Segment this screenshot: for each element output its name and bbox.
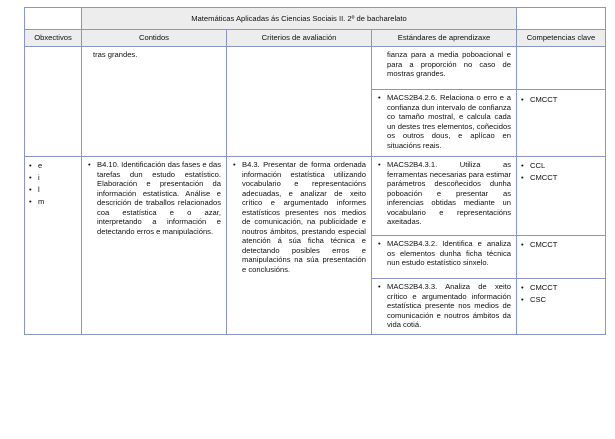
competencia-item: • CMCCT: [521, 173, 558, 182]
list-item: [82, 157, 226, 240]
contidos-cell: [82, 157, 227, 335]
bullet: •: [88, 160, 91, 169]
obxectivo-item: • i: [29, 173, 40, 182]
table-row-b4-3-1: [25, 157, 606, 236]
corner-blank-cell: [25, 8, 82, 30]
obxectivos-cell-empty: [25, 47, 82, 157]
competencia-item: • CMCCT: [521, 283, 558, 292]
estandar-text-3-3: MACS2B4.3.3. Analiza de xeito crítico e argumentado información estatística presente nos medios de comunicación e noutros ámbitos da vida cotiá.: [387, 282, 511, 329]
competencias-cell-continuation: [517, 47, 606, 90]
list-item: [227, 157, 371, 278]
obxectivo-item: • m: [29, 197, 45, 206]
bullet: •: [378, 282, 381, 291]
bullet: •: [378, 160, 381, 169]
column-header-contidos: Contidos: [82, 30, 227, 47]
curriculum-table: [24, 7, 606, 335]
table-title: Matemáticas Aplicadas ás Ciencias Sociais II. 2º de bacharelato: [82, 8, 517, 30]
estandar-text-2-6: MACS2B4.2.6. Relaciona o erro e a confianza dun intervalo de confianza co tamaño mostral, e calcula cada un destes tres elementos, coñecidos os outros dous, e aplícao en situacións reais.: [387, 93, 511, 150]
list-item: [372, 157, 516, 231]
competencias-cell-3-2: [517, 236, 606, 279]
bullet: •: [378, 239, 381, 248]
obxectivo-item: • l: [29, 185, 40, 194]
title-row: [25, 8, 606, 30]
criterios-cell-empty: [227, 47, 372, 157]
obxectivos-cell: [25, 157, 82, 335]
contidos-text: B4.10. Identificación das fases e das tarefas dun estudo estatístico. Elaboración e presentación da información estatística. Análise e descrición de traballos relacionados coa estatística e o azar, interpretando a información e detectando erros e manipulacións.: [97, 160, 221, 236]
estandar-cell-2-6: [372, 90, 517, 157]
list-item: [372, 236, 516, 272]
column-header-competencias: Competencias clave: [517, 30, 606, 47]
estandar-text-3-2: MACS2B4.3.2. Identifica e analiza os elementos dunha ficha técnica nun estudo estatístico sinxelo.: [387, 239, 511, 267]
contidos-continuation-text: tras grandes.: [93, 50, 138, 59]
competencias-cell-2-6: [517, 90, 606, 157]
competencias-cell-3-3: [517, 279, 606, 335]
criterio-text: B4.3. Presentar de forma ordenada información estatística utilizando vocabulario e representacións adecuadas, e analizar de xeito crítico e argumentado informes estatísticos presentes nos medios de comunicación, na publicidade e noutros ámbitos, prestando especial atención á súa ficha técnica e detectando posibles erros e manipulacións na súa presentación e conclusións.: [242, 160, 366, 274]
estandar-text-3-1: MACS2B4.3.1. Utiliza as ferramentas necesarias para estimar parámetros descoñecidos dunha poboación e presentar as inferencias obtidas mediante un vocabulario e representacións axeitadas.: [387, 160, 511, 226]
column-header-estandares: Estándares de aprendizaxe: [372, 30, 517, 47]
estandar-cell-3-1: [372, 157, 517, 236]
contidos-cell-continuation: [82, 47, 227, 157]
criterios-cell: [227, 157, 372, 335]
estandar-cell-3-3: [372, 279, 517, 335]
estandar-cell-continuation: [372, 47, 517, 90]
competencia-item: • CSC: [521, 295, 547, 304]
column-header-obxectivos: Obxectivos: [25, 30, 82, 47]
column-header-criterios: Criterios de avaliación: [227, 30, 372, 47]
estandar-cell-3-2: [372, 236, 517, 279]
bullet: •: [378, 93, 381, 102]
competencia-item: • CMCCT: [521, 240, 558, 249]
corner-blank-cell-right: [517, 8, 606, 30]
bullet: •: [233, 160, 236, 169]
list-item: [372, 279, 516, 334]
table-row-continuation: [25, 47, 606, 90]
competencia-item: • CMCCT: [521, 95, 558, 104]
column-header-row: [25, 30, 606, 47]
competencias-cell-3-1: [517, 157, 606, 236]
list-item: [372, 90, 516, 154]
competencia-item: • CCL: [521, 161, 546, 170]
estandar-continuation-text: fianza para a media poboacional e para a proporción no caso de mostras grandes.: [387, 50, 511, 78]
obxectivo-item: • e: [29, 161, 43, 170]
